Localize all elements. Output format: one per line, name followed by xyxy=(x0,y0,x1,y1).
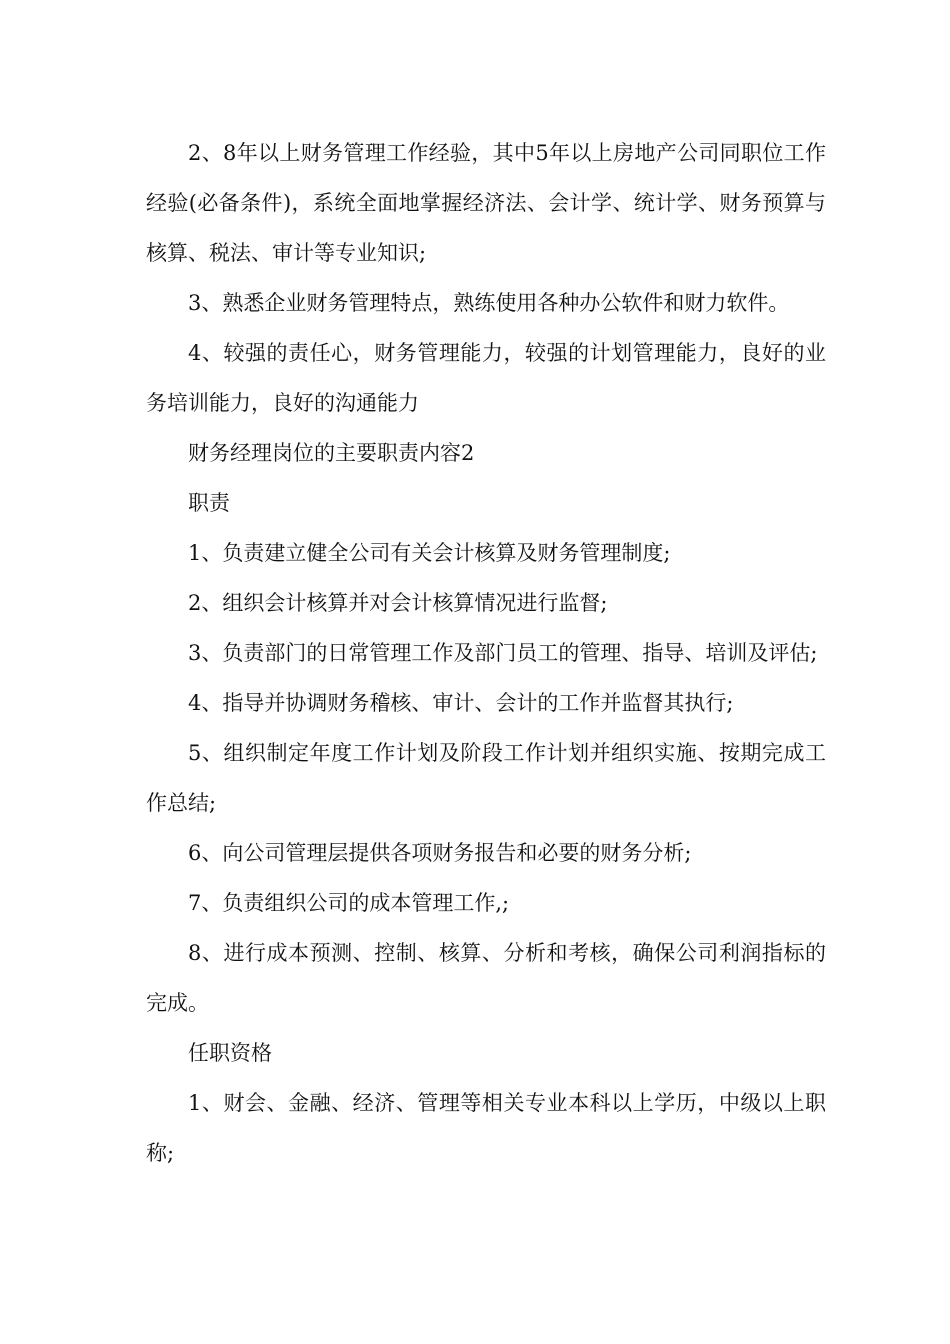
paragraph-duty-1: 1、负责建立健全公司有关会计核算及财务管理制度; xyxy=(188,541,671,565)
paragraph-requirement-4: 4、较强的责任心，财务管理能力，较强的计划管理能力，良好的业务培训能力，良好的沟通能力 xyxy=(146,341,826,415)
paragraph-duty-7: 7、负责组织公司的成本管理工作,; xyxy=(188,891,510,915)
paragraph-duty-4: 4、指导并协调财务稽核、审计、会计的工作并监督其执行; xyxy=(188,691,734,715)
paragraph-requirement-3: 3、熟悉企业财务管理特点，熟练使用各种办公软件和财力软件。 xyxy=(188,291,790,315)
paragraph-qualification-1: 1、财会、金融、经济、管理等相关专业本科以上学历，中级以上职称; xyxy=(146,1091,826,1165)
paragraph-duty-5: 5、组织制定年度工作计划及阶段工作计划并组织实施、按期完成工作总结; xyxy=(146,741,826,815)
paragraph-duty-8: 8、进行成本预测、控制、核算、分析和考核，确保公司利润指标的完成。 xyxy=(146,941,826,1015)
document-body xyxy=(146,128,826,1178)
paragraph-duty-3: 3、负责部门的日常管理工作及部门员工的管理、指导、培训及评估; xyxy=(188,641,818,665)
heading-qualifications: 任职资格 xyxy=(188,1041,272,1065)
paragraph-duty-6: 6、向公司管理层提供各项财务报告和必要的财务分析; xyxy=(188,841,692,865)
paragraph-requirement-2: 2、8年以上财务管理工作经验，其中5年以上房地产公司同职位工作经验(必备条件)，系统全面地掌握经济法、会计学、统计学、财务预算与核算、税法、审计等专业知识; xyxy=(146,141,826,265)
paragraph-duty-2: 2、组织会计核算并对会计核算情况进行监督; xyxy=(188,591,608,615)
section-title: 财务经理岗位的主要职责内容2 xyxy=(188,441,475,465)
heading-duties: 职责 xyxy=(188,491,230,515)
